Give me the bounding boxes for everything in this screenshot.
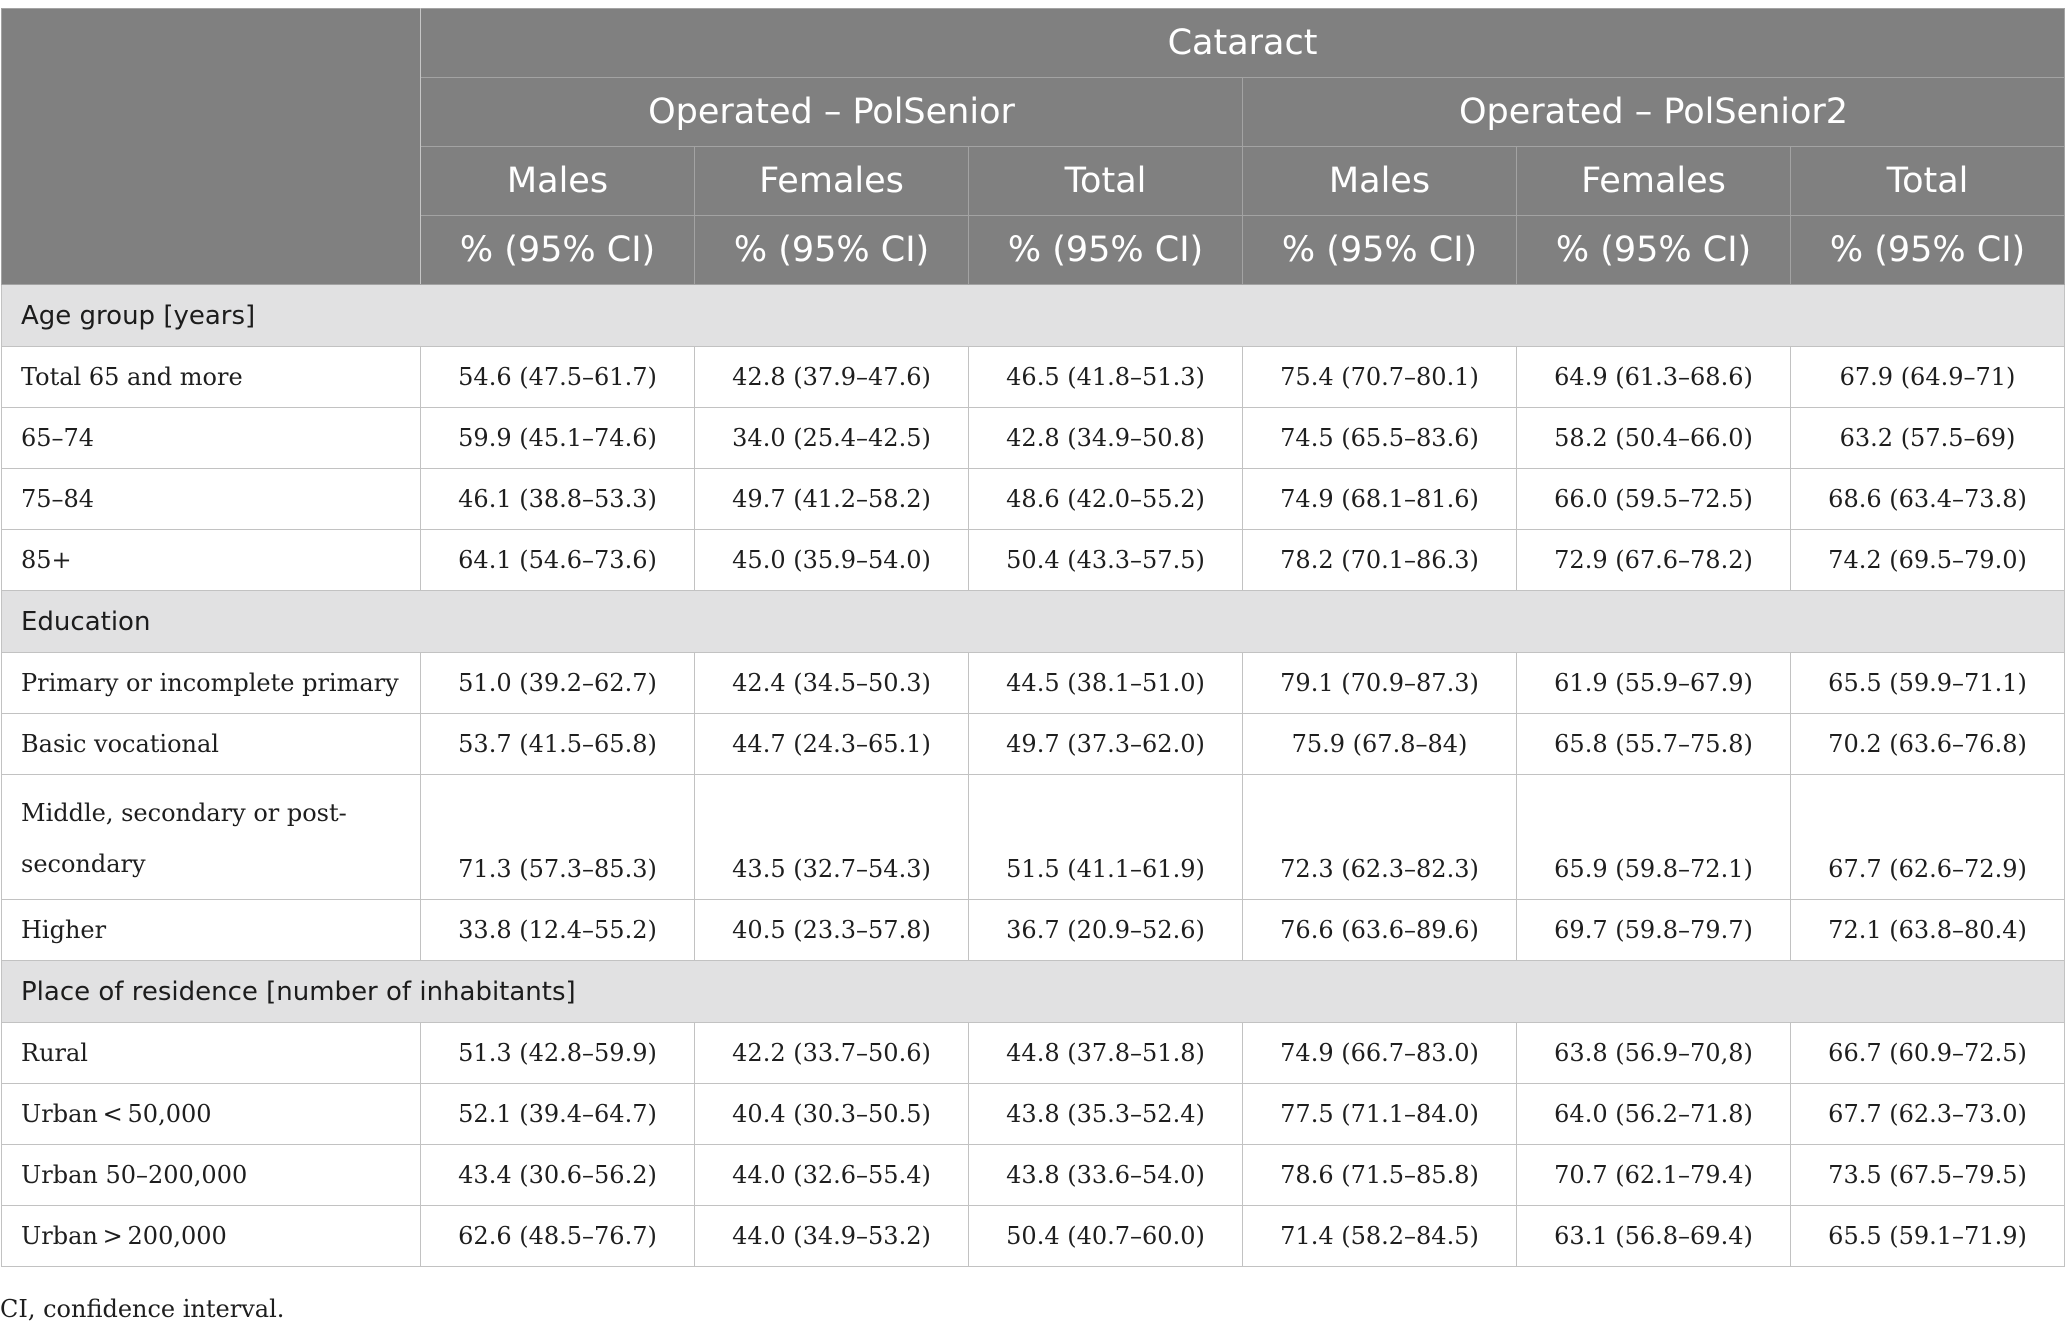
header-corner	[2, 9, 421, 285]
value-cell: 44.0 (34.9–53.2)	[695, 1206, 969, 1267]
row-label: Rural	[2, 1023, 421, 1084]
header-study: Operated – PolSenior2	[1243, 78, 2065, 147]
value-cell: 40.4 (30.3–50.5)	[695, 1084, 969, 1145]
value-cell: 48.6 (42.0–55.2)	[969, 469, 1243, 530]
value-cell: 34.0 (25.4–42.5)	[695, 408, 969, 469]
header-sex: Males	[1243, 147, 1517, 216]
header-sex: Males	[421, 147, 695, 216]
row-label: 75–84	[2, 469, 421, 530]
row-label: Urban > 200,000	[2, 1206, 421, 1267]
row-label: Middle, secondary or post-secondary	[2, 775, 421, 900]
value-cell: 72.1 (63.8–80.4)	[1791, 900, 2065, 961]
value-cell: 67.7 (62.3–73.0)	[1791, 1084, 2065, 1145]
value-cell: 67.7 (62.6–72.9)	[1791, 775, 2065, 900]
value-cell: 46.1 (38.8–53.3)	[421, 469, 695, 530]
header-sex: Total	[969, 147, 1243, 216]
footnote: CI, confidence interval.	[0, 1295, 285, 1323]
row-label: 85+	[2, 530, 421, 591]
value-cell: 65.5 (59.1–71.9)	[1791, 1206, 2065, 1267]
section-title: Education	[2, 591, 2065, 653]
table-row	[2, 775, 2065, 900]
table-row	[2, 900, 2065, 961]
header-unit: % (95% CI)	[1243, 216, 1517, 285]
header-group: Cataract	[421, 9, 2065, 78]
value-cell: 42.8 (37.9–47.6)	[695, 347, 969, 408]
value-cell: 78.2 (70.1–86.3)	[1243, 530, 1517, 591]
value-cell: 36.7 (20.9–52.6)	[969, 900, 1243, 961]
value-cell: 71.4 (58.2–84.5)	[1243, 1206, 1517, 1267]
header-unit: % (95% CI)	[695, 216, 969, 285]
row-label: Higher	[2, 900, 421, 961]
value-cell: 76.6 (63.6–89.6)	[1243, 900, 1517, 961]
table-row	[2, 469, 2065, 530]
value-cell: 54.6 (47.5–61.7)	[421, 347, 695, 408]
value-cell: 63.1 (56.8–69.4)	[1517, 1206, 1791, 1267]
value-cell: 66.0 (59.5–72.5)	[1517, 469, 1791, 530]
table-row	[2, 653, 2065, 714]
row-label: Total 65 and more	[2, 347, 421, 408]
value-cell: 63.8 (56.9–70,8)	[1517, 1023, 1791, 1084]
value-cell: 79.1 (70.9–87.3)	[1243, 653, 1517, 714]
value-cell: 78.6 (71.5–85.8)	[1243, 1145, 1517, 1206]
value-cell: 45.0 (35.9–54.0)	[695, 530, 969, 591]
value-cell: 46.5 (41.8–51.3)	[969, 347, 1243, 408]
value-cell: 77.5 (71.1–84.0)	[1243, 1084, 1517, 1145]
value-cell: 64.9 (61.3–68.6)	[1517, 347, 1791, 408]
value-cell: 69.7 (59.8–79.7)	[1517, 900, 1791, 961]
header-unit: % (95% CI)	[1517, 216, 1791, 285]
value-cell: 65.9 (59.8–72.1)	[1517, 775, 1791, 900]
value-cell: 58.2 (50.4–66.0)	[1517, 408, 1791, 469]
value-cell: 53.7 (41.5–65.8)	[421, 714, 695, 775]
value-cell: 59.9 (45.1–74.6)	[421, 408, 695, 469]
table-row	[2, 347, 2065, 408]
value-cell: 71.3 (57.3–85.3)	[421, 775, 695, 900]
value-cell: 74.2 (69.5–79.0)	[1791, 530, 2065, 591]
value-cell: 52.1 (39.4–64.7)	[421, 1084, 695, 1145]
value-cell: 50.4 (40.7–60.0)	[969, 1206, 1243, 1267]
value-cell: 64.1 (54.6–73.6)	[421, 530, 695, 591]
value-cell: 49.7 (41.2–58.2)	[695, 469, 969, 530]
header-row-group	[2, 9, 2065, 78]
value-cell: 42.8 (34.9–50.8)	[969, 408, 1243, 469]
value-cell: 68.6 (63.4–73.8)	[1791, 469, 2065, 530]
value-cell: 74.5 (65.5–83.6)	[1243, 408, 1517, 469]
header-sex: Females	[695, 147, 969, 216]
table-row	[2, 1145, 2065, 1206]
value-cell: 63.2 (57.5–69)	[1791, 408, 2065, 469]
table-row	[2, 1206, 2065, 1267]
row-label: Primary or incomplete primary	[2, 653, 421, 714]
table-body	[2, 285, 2065, 1267]
table-container	[1, 8, 2065, 1267]
table-header	[2, 9, 2065, 285]
table-row	[2, 714, 2065, 775]
value-cell: 51.3 (42.8–59.9)	[421, 1023, 695, 1084]
value-cell: 72.9 (67.6–78.2)	[1517, 530, 1791, 591]
header-unit: % (95% CI)	[1791, 216, 2065, 285]
value-cell: 67.9 (64.9–71)	[1791, 347, 2065, 408]
value-cell: 72.3 (62.3–82.3)	[1243, 775, 1517, 900]
table-row	[2, 530, 2065, 591]
table-row	[2, 1023, 2065, 1084]
row-label: 65–74	[2, 408, 421, 469]
value-cell: 70.2 (63.6–76.8)	[1791, 714, 2065, 775]
section-row	[2, 285, 2065, 347]
value-cell: 75.9 (67.8–84)	[1243, 714, 1517, 775]
header-study: Operated – PolSenior	[421, 78, 1243, 147]
value-cell: 75.4 (70.7–80.1)	[1243, 347, 1517, 408]
value-cell: 33.8 (12.4–55.2)	[421, 900, 695, 961]
value-cell: 70.7 (62.1–79.4)	[1517, 1145, 1791, 1206]
row-label: Urban 50–200,000	[2, 1145, 421, 1206]
value-cell: 43.8 (35.3–52.4)	[969, 1084, 1243, 1145]
cataract-table	[1, 8, 2065, 1267]
value-cell: 74.9 (68.1–81.6)	[1243, 469, 1517, 530]
value-cell: 40.5 (23.3–57.8)	[695, 900, 969, 961]
value-cell: 65.8 (55.7–75.8)	[1517, 714, 1791, 775]
value-cell: 62.6 (48.5–76.7)	[421, 1206, 695, 1267]
header-unit: % (95% CI)	[969, 216, 1243, 285]
value-cell: 43.8 (33.6–54.0)	[969, 1145, 1243, 1206]
value-cell: 42.2 (33.7–50.6)	[695, 1023, 969, 1084]
table-row	[2, 408, 2065, 469]
header-sex: Total	[1791, 147, 2065, 216]
value-cell: 43.4 (30.6–56.2)	[421, 1145, 695, 1206]
section-title: Place of residence [number of inhabitants]	[2, 961, 2065, 1023]
header-unit: % (95% CI)	[421, 216, 695, 285]
value-cell: 49.7 (37.3–62.0)	[969, 714, 1243, 775]
value-cell: 65.5 (59.9–71.1)	[1791, 653, 2065, 714]
value-cell: 51.0 (39.2–62.7)	[421, 653, 695, 714]
value-cell: 51.5 (41.1–61.9)	[969, 775, 1243, 900]
value-cell: 66.7 (60.9–72.5)	[1791, 1023, 2065, 1084]
value-cell: 50.4 (43.3–57.5)	[969, 530, 1243, 591]
value-cell: 42.4 (34.5–50.3)	[695, 653, 969, 714]
value-cell: 73.5 (67.5–79.5)	[1791, 1145, 2065, 1206]
section-title: Age group [years]	[2, 285, 2065, 347]
value-cell: 44.5 (38.1–51.0)	[969, 653, 1243, 714]
value-cell: 44.7 (24.3–65.1)	[695, 714, 969, 775]
value-cell: 44.0 (32.6–55.4)	[695, 1145, 969, 1206]
value-cell: 64.0 (56.2–71.8)	[1517, 1084, 1791, 1145]
row-label: Urban < 50,000	[2, 1084, 421, 1145]
value-cell: 74.9 (66.7–83.0)	[1243, 1023, 1517, 1084]
section-row	[2, 591, 2065, 653]
value-cell: 43.5 (32.7–54.3)	[695, 775, 969, 900]
value-cell: 44.8 (37.8–51.8)	[969, 1023, 1243, 1084]
section-row	[2, 961, 2065, 1023]
value-cell: 61.9 (55.9–67.9)	[1517, 653, 1791, 714]
header-sex: Females	[1517, 147, 1791, 216]
table-row	[2, 1084, 2065, 1145]
row-label: Basic vocational	[2, 714, 421, 775]
